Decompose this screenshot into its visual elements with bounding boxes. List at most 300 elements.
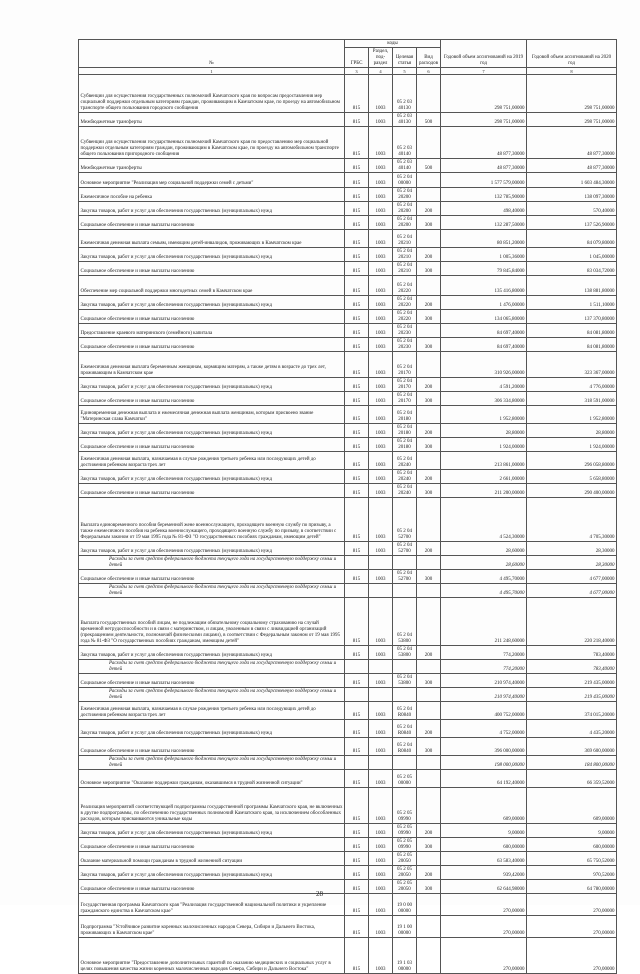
cell-y2019: 1 924,00000: [441, 438, 527, 452]
cell-y2019: 210 974,40000: [441, 688, 527, 702]
cell-csr: [393, 756, 417, 770]
cell-csr: 05 2 05 20050: [393, 866, 417, 880]
cell-name: Обеспечение мер социальной поддержки многодетных семей в Камчатском крае: [79, 276, 345, 296]
cell-sec: 1003: [369, 484, 393, 498]
cell-y2019: 310 926,00000: [441, 352, 527, 378]
cell-vr: [417, 938, 441, 974]
cell-grbs: 815: [345, 880, 369, 894]
cell-vr: 300: [417, 484, 441, 498]
cell-y2019: 84 697,40000: [441, 338, 527, 352]
cell-name: Предоставление краевого материнского (семейного) капитала: [79, 324, 345, 338]
cell-sec: 1003: [369, 702, 393, 720]
cell-vr: 300: [417, 838, 441, 852]
cell-y2020: 84 079,80000: [527, 230, 617, 248]
cell-y2020: 219 435,00000: [527, 688, 617, 702]
table-row: [79, 452, 617, 470]
cell-vr: 300: [417, 738, 441, 756]
cell-name: Основное мероприятие "Реализация мер социальной поддержки семей с детьми": [79, 173, 345, 188]
cell-name: Расходы за счет средств федерального бюджета текущего года на государственную поддержку семьи и детей: [79, 688, 345, 702]
cell-y2020: 48 877,30000: [527, 159, 617, 173]
cell-y2020: 84 081,80000: [527, 324, 617, 338]
cell-csr: 05 2 05 20050: [393, 880, 417, 894]
cell-vr: 300: [417, 570, 441, 584]
cell-y2019: 498,40000: [441, 202, 527, 216]
cell-grbs: [345, 556, 369, 570]
cell-name: Ежемесячное пособие на ребенка: [79, 188, 345, 202]
cell-sec: 1003: [369, 770, 393, 788]
cell-grbs: [345, 660, 369, 674]
cell-y2020: 48 877,30000: [527, 127, 617, 159]
cell-sec: 1003: [369, 324, 393, 338]
cell-y2020: 783,40000: [527, 646, 617, 660]
cell-y2020: 137 526,90000: [527, 216, 617, 230]
cell-y2020: 609,00000: [527, 788, 617, 824]
cell-y2020: 4 677,00000: [527, 584, 617, 598]
table-row: [79, 276, 617, 296]
cell-vr: [417, 352, 441, 378]
table-row: [79, 188, 617, 202]
cell-sec: 1003: [369, 894, 393, 916]
cell-y2020: 1 924,00000: [527, 438, 617, 452]
cell-sec: 1003: [369, 838, 393, 852]
cell-grbs: 815: [345, 498, 369, 542]
table-row: [79, 770, 617, 788]
cell-grbs: 815: [345, 310, 369, 324]
cell-vr: 300: [417, 880, 441, 894]
cell-name: Расходы за счет средств федерального бюджета текущего года на государственную поддержку семьи и детей: [79, 660, 345, 674]
cell-sec: [369, 756, 393, 770]
cell-name: Межбюджетные трансферты: [79, 159, 345, 173]
cell-grbs: 815: [345, 188, 369, 202]
header-year-2020: Годовой объем ассигнований на 2020 год: [527, 40, 617, 68]
table-row: [79, 702, 617, 720]
cell-y2019: 298 751,00000: [441, 75, 527, 113]
table-row: [79, 556, 617, 570]
cell-grbs: 815: [345, 470, 369, 484]
cell-y2020: 1 603 484,30000: [527, 173, 617, 188]
cell-vr: [417, 324, 441, 338]
cell-sec: 1003: [369, 352, 393, 378]
cell-grbs: 815: [345, 674, 369, 688]
cell-vr: [417, 452, 441, 470]
cell-csr: 05 2 04 53800: [393, 598, 417, 646]
cell-y2019: 4 495,70000: [441, 584, 527, 598]
cell-y2019: 270,00000: [441, 916, 527, 938]
cell-grbs: 815: [345, 938, 369, 974]
cell-name: Социальное обеспечение и иные выплаты населению: [79, 484, 345, 498]
cell-csr: 19 1 03 00000: [393, 938, 417, 974]
cell-vr: 200: [417, 824, 441, 838]
cell-vr: 200: [417, 470, 441, 484]
cell-y2020: 220 218,40000: [527, 598, 617, 646]
cell-name: Социальное обеспечение и иные выплаты населению: [79, 438, 345, 452]
cell-y2020: 28,30000: [527, 542, 617, 556]
index-cell: 1: [79, 68, 345, 75]
cell-name: Ежемесячная денежная выплата семьям, имеющим детей-инвалидов, проживающих в Камчатском крае: [79, 230, 345, 248]
cell-y2020: 4 677,00000: [527, 570, 617, 584]
cell-grbs: [345, 688, 369, 702]
cell-sec: 1003: [369, 720, 393, 738]
budget-table: [78, 39, 617, 974]
cell-csr: 05 2 04 00000: [393, 173, 417, 188]
cell-name: Закупка товаров, работ и услуг для обеспечения государственных (муниципальных) нужд: [79, 646, 345, 660]
cell-vr: 200: [417, 646, 441, 660]
table-row: [79, 230, 617, 248]
cell-sec: 1003: [369, 542, 393, 556]
cell-name: Расходы за счет средств федерального бюджета текущего года на государственную поддержку семьи и детей: [79, 756, 345, 770]
cell-csr: 05 2 04 20170: [393, 392, 417, 406]
cell-name: Выплата единовременного пособия беременной жене военнослужащего, проходящего военную службу по призыву, а также ежемесячного пособия на ребенка военнослужащего, проходящего военную службу по призыву, в соответствии с Федеральным законом от 19 мая 1995 года № 81-ФЗ "О государственных пособиях гражданам, имеющим детей": [79, 498, 345, 542]
cell-grbs: 815: [345, 296, 369, 310]
cell-name: Социальное обеспечение и иные выплаты населению: [79, 880, 345, 894]
header-section: Раздел, под-раздел: [369, 48, 393, 68]
cell-y2020: 4 776,00000: [527, 378, 617, 392]
cell-grbs: 815: [345, 824, 369, 838]
cell-csr: 05 2 04 20220: [393, 310, 417, 324]
cell-grbs: 815: [345, 159, 369, 173]
cell-grbs: [345, 756, 369, 770]
table-row: [79, 866, 617, 880]
cell-grbs: 815: [345, 702, 369, 720]
cell-vr: 200: [417, 378, 441, 392]
cell-y2019: 1 577 579,00000: [441, 173, 527, 188]
cell-y2020: 270,00000: [527, 916, 617, 938]
cell-name: Закупка товаров, работ и услуг для обеспечения государственных (муниципальных) нужд: [79, 424, 345, 438]
cell-y2019: 1 476,00000: [441, 296, 527, 310]
cell-sec: 1003: [369, 824, 393, 838]
cell-y2020: 4 435,20000: [527, 720, 617, 738]
cell-sec: [369, 556, 393, 570]
cell-y2020: 138 881,80000: [527, 276, 617, 296]
header-target-article: Целевая статья: [393, 48, 417, 68]
cell-y2019: 4 752,00000: [441, 720, 527, 738]
cell-name: Межбюджетные трансферты: [79, 113, 345, 127]
cell-name: Закупка товаров, работ и услуг для обеспечения государственных (муниципальных) нужд: [79, 296, 345, 310]
cell-vr: 300: [417, 674, 441, 688]
table-row: [79, 938, 617, 974]
table-row: [79, 262, 617, 276]
cell-name: Закупка товаров, работ и услуг для обеспечения государственных (муниципальных) нужд: [79, 866, 345, 880]
cell-name: Реализация мероприятий соответствующей подпрограммы государственной программы Камчатского края, не включенных в другие подпрограммы, по обеспечению государственных полномочий Камчатского края, за исключением обособленных расходов, которым присваиваются уникальные коды: [79, 788, 345, 824]
cell-y2019: 1 952,80000: [441, 406, 527, 424]
cell-vr: 300: [417, 438, 441, 452]
cell-y2019: 270,00000: [441, 894, 527, 916]
cell-csr: 05 2 04 20180: [393, 406, 417, 424]
cell-sec: 1003: [369, 248, 393, 262]
cell-vr: [417, 75, 441, 113]
cell-name: Социальное обеспечение и иные выплаты населению: [79, 392, 345, 406]
cell-y2020: 84 081,80000: [527, 338, 617, 352]
cell-y2020: 137 370,80000: [527, 310, 617, 324]
cell-csr: 05 2 05 09990: [393, 788, 417, 824]
cell-sec: 1003: [369, 424, 393, 438]
cell-sec: 1003: [369, 916, 393, 938]
cell-csr: 05 2 04 52700: [393, 542, 417, 556]
cell-name: Закупка товаров, работ и услуг для обеспечения государственных (муниципальных) нужд: [79, 720, 345, 738]
cell-y2020: 1 045,00000: [527, 248, 617, 262]
header-grbs: ГРБС: [345, 48, 369, 68]
table-row: [79, 202, 617, 216]
table-row: [79, 756, 617, 770]
cell-y2020: 138 097,30000: [527, 188, 617, 202]
cell-y2020: 600,00000: [527, 838, 617, 852]
cell-y2020: 28,30000: [527, 556, 617, 570]
cell-y2019: 396 000,00000: [441, 738, 527, 756]
table-row: [79, 392, 617, 406]
cell-csr: 05 2 04 53800: [393, 674, 417, 688]
cell-name: Закупка товаров, работ и услуг для обеспечения государственных (муниципальных) нужд: [79, 248, 345, 262]
cell-sec: 1003: [369, 738, 393, 756]
cell-y2019: 211 200,00000: [441, 484, 527, 498]
cell-y2019: 4 495,70000: [441, 570, 527, 584]
cell-name: Социальное обеспечение и иные выплаты населению: [79, 738, 345, 756]
table-row: [79, 688, 617, 702]
cell-csr: 05 2 05 09990: [393, 838, 417, 852]
cell-vr: [417, 756, 441, 770]
cell-y2019: 135 416,80000: [441, 276, 527, 296]
cell-y2019: 63 583,40000: [441, 852, 527, 866]
cell-vr: [417, 702, 441, 720]
cell-y2019: 774,20000: [441, 646, 527, 660]
table-row: [79, 159, 617, 173]
cell-csr: 05 2 05 20050: [393, 852, 417, 866]
cell-csr: 05 2 03 40130: [393, 75, 417, 113]
table-row: [79, 738, 617, 756]
cell-name: Субвенции для осуществления государственных полномочий Камчатского края по вопросам предоставления мер социальной поддержки отдельным категориям граждан, проживающим в Камчатском крае, по проезду на автомобильном транспорте общего пользования городского сообщения: [79, 75, 345, 113]
header-year-2019: Годовой объем ассигнований на 2019 год: [441, 40, 527, 68]
cell-y2020: 369 600,00000: [527, 738, 617, 756]
index-row: [79, 68, 617, 75]
cell-csr: [393, 688, 417, 702]
table-row: [79, 824, 617, 838]
cell-y2020: 83 034,72000: [527, 262, 617, 276]
cell-y2019: 9,00000: [441, 824, 527, 838]
cell-sec: 1003: [369, 880, 393, 894]
cell-csr: 05 2 04 20230: [393, 324, 417, 338]
cell-y2020: 9,00000: [527, 824, 617, 838]
cell-y2019: 600,00000: [441, 838, 527, 852]
cell-y2019: 298 751,00000: [441, 113, 527, 127]
cell-y2020: 318 591,00000: [527, 392, 617, 406]
cell-csr: 19 0 00 00000: [393, 894, 417, 916]
table-row: [79, 498, 617, 542]
cell-vr: [417, 916, 441, 938]
cell-csr: 05 2 04 20240: [393, 470, 417, 484]
table-row: [79, 338, 617, 352]
cell-csr: 05 2 04 20210: [393, 248, 417, 262]
cell-y2020: 65 750,52000: [527, 852, 617, 866]
cell-y2020: 66 359,52000: [527, 770, 617, 788]
cell-name: Социальное обеспечение и иные выплаты населению: [79, 570, 345, 584]
cell-y2019: 84 697,40000: [441, 324, 527, 338]
cell-grbs: 815: [345, 324, 369, 338]
table-row: [79, 598, 617, 646]
cell-grbs: 815: [345, 216, 369, 230]
cell-y2020: 270,00000: [527, 938, 617, 974]
cell-csr: 05 2 04 20180: [393, 424, 417, 438]
cell-sec: 1003: [369, 498, 393, 542]
cell-y2019: 1 005,36000: [441, 248, 527, 262]
cell-grbs: 815: [345, 788, 369, 824]
cell-vr: 300: [417, 338, 441, 352]
cell-vr: 200: [417, 866, 441, 880]
cell-sec: 1003: [369, 452, 393, 470]
cell-csr: 05 2 04 20240: [393, 452, 417, 470]
table-row: [79, 788, 617, 824]
cell-vr: 300: [417, 216, 441, 230]
cell-y2020: 4 705,30000: [527, 498, 617, 542]
cell-sec: 1003: [369, 159, 393, 173]
table-row: [79, 113, 617, 127]
cell-vr: 500: [417, 159, 441, 173]
cell-grbs: 815: [345, 770, 369, 788]
cell-sec: 1003: [369, 406, 393, 424]
cell-sec: 1003: [369, 570, 393, 584]
table-row: [79, 352, 617, 378]
cell-csr: 05 2 04 20200: [393, 202, 417, 216]
cell-grbs: 815: [345, 570, 369, 584]
cell-csr: 05 2 04 20170: [393, 378, 417, 392]
cell-y2020: 219 435,00000: [527, 674, 617, 688]
table-row: [79, 838, 617, 852]
index-cell: 3: [345, 68, 369, 75]
cell-vr: [417, 770, 441, 788]
cell-y2019: 64 192,40000: [441, 770, 527, 788]
cell-grbs: 815: [345, 852, 369, 866]
cell-vr: 200: [417, 202, 441, 216]
cell-y2019: 213 861,00000: [441, 452, 527, 470]
table-row: [79, 438, 617, 452]
cell-y2019: 62 644,98000: [441, 880, 527, 894]
cell-y2020: 290 400,00000: [527, 484, 617, 498]
cell-grbs: 815: [345, 352, 369, 378]
cell-vr: [417, 660, 441, 674]
cell-vr: [417, 598, 441, 646]
index-cell: 4: [369, 68, 393, 75]
cell-csr: 05 2 04 20220: [393, 276, 417, 296]
cell-y2019: 80 851,20000: [441, 230, 527, 248]
cell-grbs: 815: [345, 75, 369, 113]
cell-sec: 1003: [369, 788, 393, 824]
cell-grbs: 815: [345, 646, 369, 660]
table-row: [79, 570, 617, 584]
page-number: 28: [316, 890, 323, 898]
cell-grbs: 815: [345, 598, 369, 646]
cell-y2020: 64 780,00000: [527, 880, 617, 894]
cell-csr: 05 2 04 20180: [393, 438, 417, 452]
cell-vr: 200: [417, 542, 441, 556]
cell-y2020: 1 511,10000: [527, 296, 617, 310]
cell-y2019: 211 248,60000: [441, 598, 527, 646]
cell-sec: 1003: [369, 674, 393, 688]
cell-y2019: 48 877,30000: [441, 159, 527, 173]
cell-sec: 1003: [369, 866, 393, 880]
cell-y2019: 609,00000: [441, 788, 527, 824]
cell-y2019: 4 591,20000: [441, 378, 527, 392]
cell-name: Ежемесячная денежная выплата беременным женщинам, кормящим матерям, а также детям в возрасте до трех лет, проживающим в Камчатском крае: [79, 352, 345, 378]
table-row: [79, 660, 617, 674]
cell-vr: [417, 406, 441, 424]
cell-name: Оказание материальной помощи гражданам в трудной жизненной ситуации: [79, 852, 345, 866]
table-row: [79, 720, 617, 738]
cell-csr: 05 2 04 20200: [393, 188, 417, 202]
cell-sec: 1003: [369, 127, 393, 159]
cell-y2020: 5 658,80000: [527, 470, 617, 484]
table-row: [79, 127, 617, 159]
cell-vr: 300: [417, 262, 441, 276]
cell-y2019: 939,42000: [441, 866, 527, 880]
cell-y2019: 28,80000: [441, 424, 527, 438]
table-row: [79, 542, 617, 556]
cell-y2019: 198 000,00000: [441, 756, 527, 770]
table-row: [79, 324, 617, 338]
cell-grbs: 815: [345, 127, 369, 159]
cell-csr: [393, 660, 417, 674]
cell-csr: 05 2 05 09990: [393, 824, 417, 838]
cell-sec: 1003: [369, 438, 393, 452]
cell-grbs: 815: [345, 392, 369, 406]
cell-csr: [393, 584, 417, 598]
cell-csr: 05 2 04 20200: [393, 216, 417, 230]
cell-y2019: 306 334,80000: [441, 392, 527, 406]
cell-sec: 1003: [369, 392, 393, 406]
cell-grbs: 815: [345, 424, 369, 438]
cell-y2019: 210 974,40000: [441, 674, 527, 688]
cell-name: Закупка товаров, работ и услуг для обеспечения государственных (муниципальных) нужд: [79, 202, 345, 216]
cell-grbs: 815: [345, 916, 369, 938]
cell-y2019: 28,60000: [441, 556, 527, 570]
cell-name: Социальное обеспечение и иные выплаты населению: [79, 216, 345, 230]
table-row: [79, 378, 617, 392]
cell-grbs: 815: [345, 438, 369, 452]
cell-name: Подпрограмма "Устойчивое развитие коренных малочисленных народов Севера, Сибири и Дальнего Востока, проживающих в Камчатском крае": [79, 916, 345, 938]
table-row: [79, 173, 617, 188]
cell-vr: [417, 498, 441, 542]
cell-y2019: 79 845,84000: [441, 262, 527, 276]
cell-name: Закупка товаров, работ и услуг для обеспечения государственных (муниципальных) нужд: [79, 824, 345, 838]
cell-y2020: 298 751,00000: [527, 113, 617, 127]
cell-name: Социальное обеспечение и иные выплаты населению: [79, 838, 345, 852]
header-num: №: [79, 40, 345, 68]
cell-csr: 05 2 04 20210: [393, 230, 417, 248]
cell-name: Единовременная денежная выплата и ежемесячная денежная выплата женщинам, которым присвоено звание "Материнская слава Камчатки": [79, 406, 345, 424]
cell-name: Ежемесячная денежная выплата, назначаемая в случае рождения третьего ребенка или последующих детей до достижения ребенком возраста трех лет: [79, 452, 345, 470]
cell-vr: [417, 688, 441, 702]
table-row: [79, 852, 617, 866]
cell-csr: 05 2 03 40130: [393, 113, 417, 127]
cell-sec: 1003: [369, 598, 393, 646]
cell-sec: 1003: [369, 113, 393, 127]
cell-y2020: 323 367,00000: [527, 352, 617, 378]
cell-csr: 05 2 04 20170: [393, 352, 417, 378]
cell-sec: 1003: [369, 296, 393, 310]
cell-sec: 1003: [369, 938, 393, 974]
cell-sec: 1003: [369, 188, 393, 202]
cell-name: Расходы за счет средств федерального бюджета текущего года на государственную поддержку семьи и детей: [79, 584, 345, 598]
cell-grbs: 815: [345, 262, 369, 276]
cell-sec: 1003: [369, 276, 393, 296]
cell-sec: 1003: [369, 378, 393, 392]
cell-name: Государственная программа Камчатского края "Реализация государственной национальной политики и укрепление гражданского единства в Камчатском крае": [79, 894, 345, 916]
cell-sec: 1003: [369, 262, 393, 276]
cell-csr: 05 2 04 20220: [393, 296, 417, 310]
cell-vr: 200: [417, 248, 441, 262]
table-row: [79, 424, 617, 438]
cell-y2019: 4 524,30000: [441, 498, 527, 542]
table-row: [79, 216, 617, 230]
cell-name: Социальное обеспечение и иные выплаты населению: [79, 262, 345, 276]
cell-sec: [369, 660, 393, 674]
